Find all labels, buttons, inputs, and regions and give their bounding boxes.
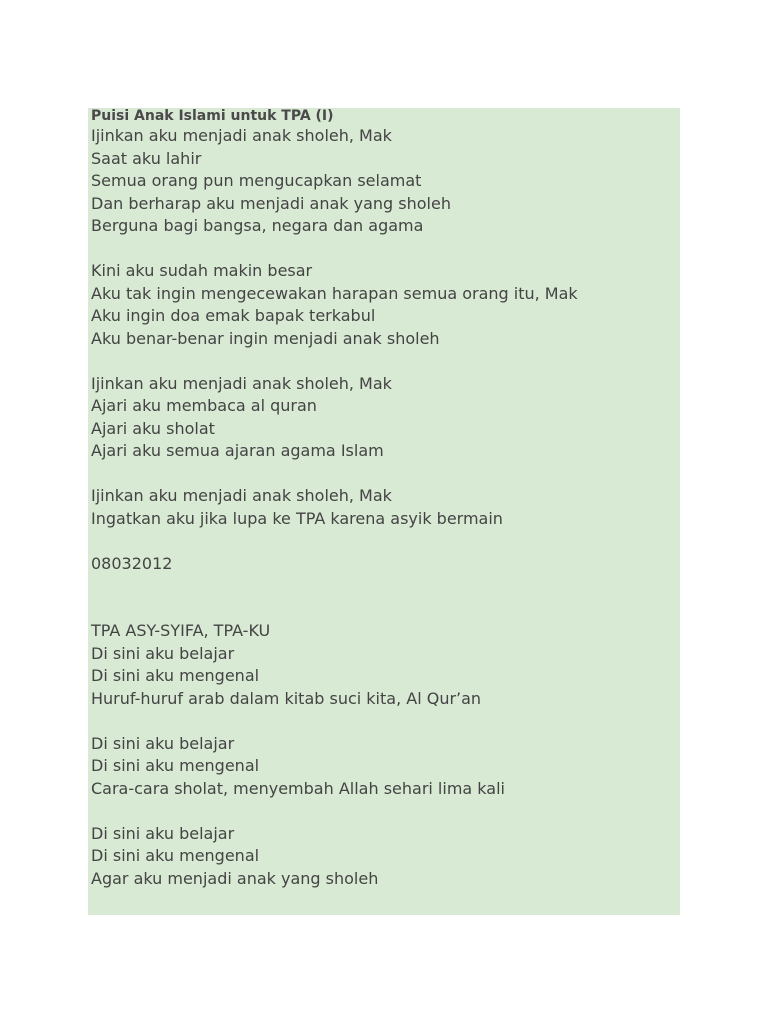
poem-line: Ingatkan aku jika lupa ke TPA karena asyik bermain	[91, 508, 503, 528]
poem-line: Semua orang pun mengucapkan selamat	[91, 171, 422, 190]
blank-line	[91, 350, 676, 373]
poem-line: Agar aku menjadi anak yang sholeh	[91, 868, 379, 888]
poem-line: Ajari aku membaca al quran	[91, 396, 317, 415]
poem-line: Ajari aku sholat	[91, 418, 215, 438]
poem-line: Aku ingin doa emak bapak terkabul	[91, 306, 376, 325]
poem-line: Ijinkan aku menjadi anak sholeh, Mak	[91, 486, 392, 505]
poem-line: Dan berharap aku menjadi anak yang sholeh	[91, 193, 451, 213]
poem-line: Di sini aku mengenal	[91, 666, 260, 685]
poem-line: Cara-cara sholat, menyembah Allah sehari lima kali	[91, 778, 505, 798]
poem-line: 08032012	[91, 553, 173, 573]
poem-line: Aku tak ingin mengecewakan harapan semua orang itu, Mak	[91, 283, 578, 303]
poem-line: Di sini aku belajar	[91, 733, 235, 753]
blank-line	[91, 800, 676, 823]
blank-line	[91, 575, 676, 598]
poem-line: Kini aku sudah makin besar	[91, 261, 313, 280]
poem-line: Di sini aku mengenal	[91, 756, 260, 775]
poem-line: TPA ASY-SYIFA, TPA-KU	[91, 621, 271, 640]
poem-line: Berguna bagi bangsa, negara dan agama	[91, 216, 424, 235]
blank-line	[91, 598, 676, 621]
blank-line	[91, 463, 676, 486]
blank-line	[91, 238, 676, 261]
poem-line: Di sini aku mengenal	[91, 846, 260, 865]
poem-line: Aku benar-benar ingin menjadi anak sholeh	[91, 328, 440, 348]
poem-line: Ajari aku semua ajaran agama Islam	[91, 441, 384, 460]
poem-content	[91, 125, 676, 890]
poem-title: Puisi Anak Islami untuk TPA (I)	[91, 108, 334, 124]
poem-line: Di sini aku belajar	[91, 823, 235, 843]
poem-line: Di sini aku belajar	[91, 643, 235, 663]
blank-line	[91, 710, 676, 733]
poem-line: Ijinkan aku menjadi anak sholeh, Mak	[91, 126, 392, 145]
poem-line: Saat aku lahir	[91, 148, 202, 168]
poem-line: Huruf-huruf arab dalam kitab suci kita, Al Qur’an	[91, 688, 482, 708]
blank-line	[91, 530, 676, 553]
poem-line: Ijinkan aku menjadi anak sholeh, Mak	[91, 373, 392, 393]
